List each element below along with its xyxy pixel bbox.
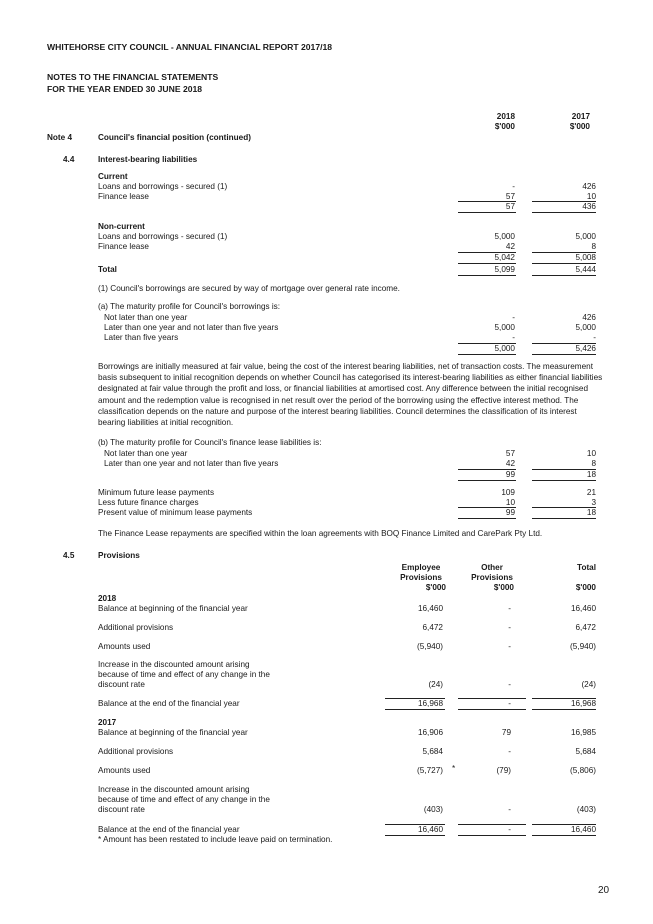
divider [385, 835, 445, 836]
noncurrent-row-2017: 5,000 [575, 232, 596, 241]
report-title: WHITEHORSE CITY COUNCIL - ANNUAL FINANCIAL REPORT 2017/18 [47, 42, 333, 52]
col-2018-header: 2018 [496, 112, 515, 121]
col-employee-header: Employee [401, 563, 441, 572]
noncurrent-row-2017: 8 [591, 242, 596, 251]
divider [458, 835, 526, 836]
maturity-a-row-2018: 5,000 [494, 323, 515, 332]
maturity-a-row-label: Later than one year and not later than five years [104, 323, 279, 332]
page-number: 20 [598, 885, 610, 896]
col-other-unit: $'000 [493, 583, 514, 592]
discount-2018-total: (24) [581, 680, 596, 689]
divider [458, 263, 516, 264]
divider [532, 709, 596, 710]
end-2018-other: - [508, 699, 511, 708]
divider [385, 709, 445, 710]
maturity-a-total-2017: 5,426 [575, 344, 596, 353]
year-heading: FOR THE YEAR ENDED 30 JUNE 2018 [47, 84, 203, 94]
divider [532, 518, 596, 519]
section-4-5-title: Provisions [98, 551, 140, 560]
lease-row-label: Less future finance charges [98, 498, 199, 507]
maturity-b-row-2018: 57 [505, 449, 515, 458]
current-row-2017: 10 [586, 192, 596, 201]
section-4-4-number: 4.4 [63, 155, 75, 164]
divider [532, 275, 596, 276]
end-2017-employee: 16,460 [417, 825, 443, 834]
discount-label-3: discount rate [98, 680, 145, 689]
divider [532, 835, 596, 836]
col-employee-header-2: Provisions [400, 573, 442, 582]
current-total-2018: 57 [505, 202, 515, 211]
prov-2018-row-total: 6,472 [575, 623, 596, 632]
divider [532, 354, 596, 355]
maturity-b-heading: (b) The maturity profile for Council's finance lease liabilities is: [98, 438, 322, 447]
maturity-b-row-label: Later than one year and not later than five years [104, 459, 279, 468]
note-title: Council's financial position (continued) [98, 133, 251, 142]
maturity-a-row-2018: - [512, 313, 515, 322]
divider [458, 275, 516, 276]
maturity-b-row-2017: 8 [591, 459, 596, 468]
noncurrent-total-2018: 5,042 [494, 253, 515, 262]
col-2018-unit: $'000 [494, 122, 515, 131]
footnote-1: (1) Council's borrowings are secured by way of mortgage over general rate income. [98, 284, 400, 293]
current-row-2018: 57 [505, 192, 515, 201]
maturity-a-row-2017: 426 [582, 313, 596, 322]
discount-2018-other: - [508, 680, 511, 689]
prov-2018-row-label: Additional provisions [98, 623, 174, 632]
borrowings-paragraph: Borrowings are initially measured at fair value, being the cost of the interest bearing liabilities, net of transaction costs. The measurement basis subsequent to initial recognition depends on whether Council has categorised its interest-bearing liabilities as either financial liabilities designated at fair value through the profit and loss, or financial liabilities at amortised cost. Any difference between the initial recognised amount and the redemption value is recognised in net result over the period of the borrowing using the effective interest method. The classification depends on the nature and purpose of the interest bearing liabilities. Council determines the classification of its interest bearing liabilities at initial recognition. [98, 362, 603, 428]
maturity-a-row-label: Later than five years [104, 333, 179, 342]
prov-2018-row-employee: 16,460 [417, 604, 443, 613]
maturity-b-total-2017: 18 [586, 470, 596, 479]
col-other-header-2: Provisions [471, 573, 513, 582]
end-2017-other: - [508, 825, 511, 834]
current-total-2017: 436 [582, 202, 596, 211]
lease-note: The Finance Lease repayments are specified within the loan agreements with BOQ Finance Limited and CarePark Pty Ltd. [98, 529, 543, 538]
prov-2017-row-label: Additional provisions [98, 747, 174, 756]
end-2018-employee: 16,968 [417, 699, 443, 708]
lease-row-2017: 18 [586, 508, 596, 517]
maturity-b-row-2017: 10 [586, 449, 596, 458]
end-2017-total: 16,460 [570, 825, 596, 834]
noncurrent-row-2018: 5,000 [494, 232, 515, 241]
prov-2018-row-employee: 6,472 [422, 623, 443, 632]
col-employee-unit: $'000 [425, 583, 446, 592]
note-label: Note 4 [47, 133, 73, 142]
section-4-5-number: 4.5 [63, 551, 75, 560]
noncurrent-heading: Non-current [98, 222, 145, 231]
divider [532, 263, 596, 264]
prov-2017-row-label: Balance at beginning of the financial year [98, 728, 248, 737]
lease-row-label: Minimum future lease payments [98, 488, 215, 497]
end-2018-total: 16,968 [570, 699, 596, 708]
prov-2018-row-total: (5,940) [570, 642, 596, 651]
current-row-label: Finance lease [98, 192, 149, 201]
discount-2017-other: - [508, 805, 511, 814]
restated-footnote: * Amount has been restated to include leave paid on termination. [98, 835, 333, 844]
prov-2018-row-other: - [508, 604, 511, 613]
prov-2018-row-other: - [508, 623, 511, 632]
col-other-header: Other [481, 563, 503, 572]
noncurrent-total-2017: 5,008 [575, 253, 596, 262]
lease-row-2018: 109 [501, 488, 515, 497]
divider [458, 518, 516, 519]
discount-label-2: because of time and effect of any change in the [98, 670, 270, 679]
lease-row-2018: 10 [505, 498, 515, 507]
prov-2017-row-employee: 16,906 [417, 728, 443, 737]
discount-2017-employee: (403) [423, 805, 443, 814]
end-2018-label: Balance at the end of the financial year [98, 699, 240, 708]
notes-heading: NOTES TO THE FINANCIAL STATEMENTS [47, 72, 219, 82]
maturity-a-heading: (a) The maturity profile for Council's borrowings is: [98, 302, 281, 311]
section-4-4-title: Interest-bearing liabilities [98, 155, 198, 164]
prov-2017-row-total: 5,684 [575, 747, 596, 756]
discount-2018-employee: (24) [428, 680, 443, 689]
col-2017-header: 2017 [571, 112, 590, 121]
lease-row-2018: 99 [505, 508, 515, 517]
maturity-b-row-2018: 42 [505, 459, 515, 468]
prov-2017-row-label: Amounts used [98, 766, 151, 775]
prov-2018-row-total: 16,460 [570, 604, 596, 613]
discount-label-3: discount rate [98, 805, 145, 814]
end-2017-label: Balance at the end of the financial year [98, 825, 240, 834]
prov-2017-row-total: 16,985 [570, 728, 596, 737]
maturity-a-row-2018: - [512, 333, 515, 342]
prov-2017-row-employee: 5,684 [422, 747, 443, 756]
maturity-b-total-2018: 99 [505, 470, 515, 479]
divider [458, 354, 516, 355]
prov-2018-row-label: Balance at beginning of the financial year [98, 604, 248, 613]
noncurrent-row-label: Loans and borrowings - secured (1) [98, 232, 228, 241]
discount-label-2: because of time and effect of any change in the [98, 795, 270, 804]
noncurrent-row-2018: 42 [505, 242, 515, 251]
current-heading: Current [98, 172, 128, 181]
total-2018: 5,099 [494, 265, 515, 274]
divider [458, 709, 526, 710]
total-2017: 5,444 [575, 265, 596, 274]
current-row-label: Loans and borrowings - secured (1) [98, 182, 228, 191]
prov-2017-row-total: (5,806) [570, 766, 596, 775]
year-2018-heading: 2018 [98, 594, 117, 603]
maturity-b-row-label: Not later than one year [104, 449, 188, 458]
current-row-2018: - [512, 182, 515, 191]
prov-2017-row-employee: (5,727) [417, 766, 443, 775]
prov-2017-row-other: - [508, 747, 511, 756]
total-label: Total [98, 265, 117, 274]
noncurrent-row-label: Finance lease [98, 242, 149, 251]
maturity-a-row-2017: 5,000 [575, 323, 596, 332]
prov-2017-row-other: (79) [496, 766, 511, 775]
restated-asterisk: * [452, 764, 456, 773]
col-total-header: Total [577, 563, 596, 572]
maturity-a-total-2018: 5,000 [494, 344, 515, 353]
prov-2018-row-other: - [508, 642, 511, 651]
discount-label-1: Increase in the discounted amount arising [98, 660, 250, 669]
divider [458, 212, 516, 213]
maturity-a-row-label: Not later than one year [104, 313, 188, 322]
divider [532, 480, 596, 481]
divider [458, 480, 516, 481]
prov-2018-row-label: Amounts used [98, 642, 151, 651]
prov-2018-row-employee: (5,940) [417, 642, 443, 651]
year-2017-heading: 2017 [98, 718, 117, 727]
divider [532, 212, 596, 213]
lease-row-label: Present value of minimum lease payments [98, 508, 253, 517]
discount-label-1: Increase in the discounted amount arising [98, 785, 250, 794]
col-total-unit: $'000 [575, 583, 596, 592]
col-2017-unit: $'000 [569, 122, 590, 131]
lease-row-2017: 3 [591, 498, 596, 507]
lease-row-2017: 21 [586, 488, 596, 497]
current-row-2017: 426 [582, 182, 596, 191]
discount-2017-total: (403) [576, 805, 596, 814]
maturity-a-row-2017: - [593, 333, 596, 342]
prov-2017-row-other: 79 [501, 728, 511, 737]
